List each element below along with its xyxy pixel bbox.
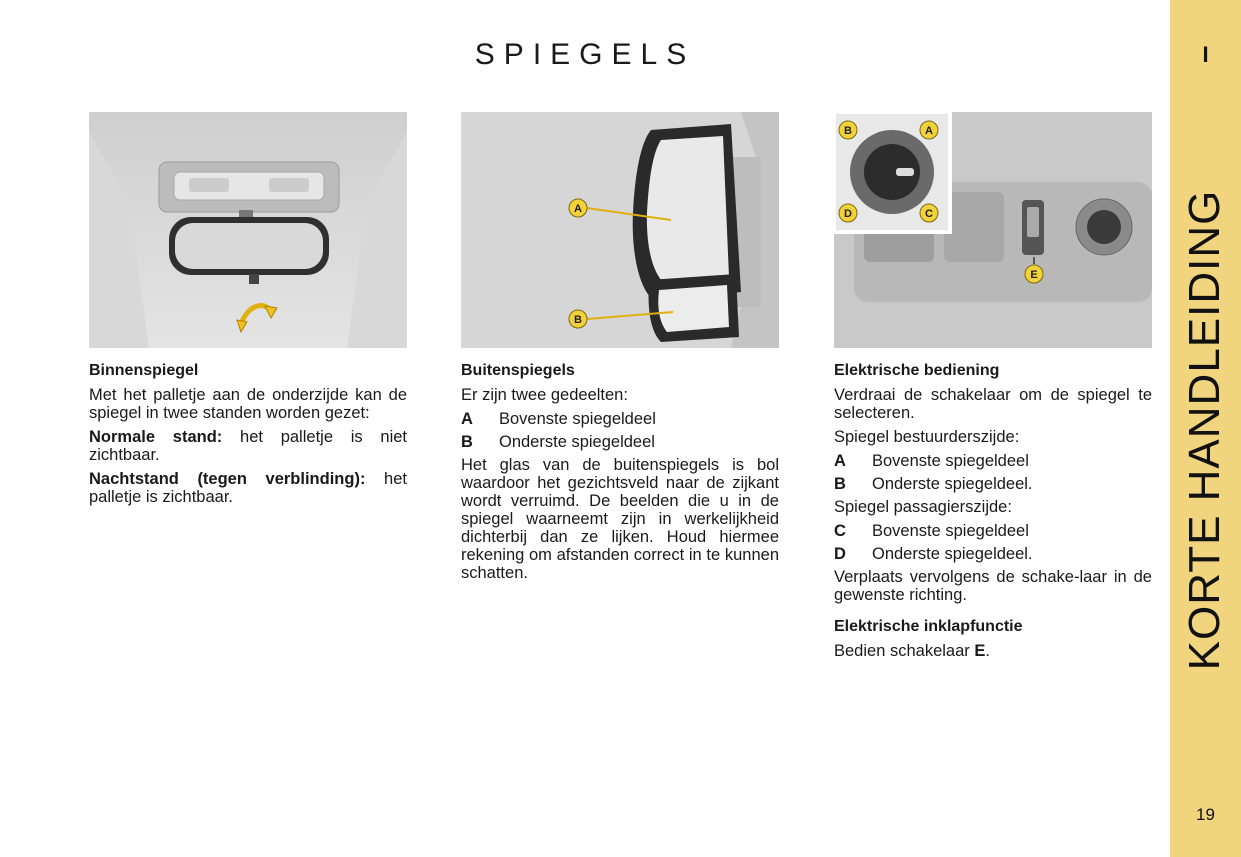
svg-text:A: A — [574, 203, 582, 215]
control-label-b — [839, 121, 857, 139]
electric-control-heading: Elektrische bediening — [834, 362, 1000, 379]
list-item: B Onderste spiegeldeel — [461, 433, 655, 451]
night-position-desc: het palletje is zichtbaar. — [89, 470, 407, 506]
list-item: A Bovenste spiegeldeel — [834, 452, 1029, 470]
folding-heading: Elektrische inklapfunctie — [834, 618, 1023, 635]
mirror-control-figure — [834, 112, 1152, 348]
normal-position-desc: het palletje is niet zichtbaar. — [89, 428, 407, 464]
exterior-mirror-intro: Er zijn twee gedeelten: — [461, 386, 628, 404]
list-item: A Bovenste spiegeldeel — [461, 410, 656, 428]
list-item: C Bovenste spiegeldeel — [834, 522, 1029, 540]
interior-mirror-heading: Binnenspiegel — [89, 362, 199, 379]
control-label-c — [920, 204, 938, 222]
normal-position-text — [89, 428, 407, 464]
page-title: SPIEGELS — [474, 38, 696, 71]
list-item: D Onderste spiegeldeel. — [834, 545, 1033, 563]
passenger-side-label: Spiegel passagierszijde: — [834, 498, 1012, 516]
exterior-mirror-body: Het glas van de buitenspiegels is bol waardoor het gezichtsveld naar de zijkant wordt verruimd. De beelden die u in de spiegel waarneemt zijn in werkelijkheid dichterbij dan ze lijken. Houd hiermee rekening om afstanden correct in te kunnen schatten. — [461, 456, 779, 582]
control-label-a — [920, 121, 938, 139]
interior-mirror-section — [89, 362, 407, 512]
control-label-d — [839, 204, 857, 222]
chapter-tab — [1170, 0, 1241, 857]
page-number: 19 — [1196, 805, 1215, 824]
interior-mirror-intro: Met het palletje aan de onderzijde kan de spiegel in twee standen worden gezet: — [89, 386, 407, 422]
svg-text:A: A — [925, 125, 933, 137]
switch-e-key: E — [974, 642, 986, 660]
night-position-text — [89, 470, 407, 506]
svg-text:B: B — [844, 125, 852, 137]
night-position-label: Nachtstand (tegen verblinding): — [89, 470, 366, 488]
exterior-mirror-section — [461, 362, 779, 588]
exterior-mirror-figure — [461, 112, 779, 348]
electric-control-section — [834, 362, 1152, 666]
svg-text:D: D — [844, 208, 852, 220]
mirror-label-a — [569, 199, 587, 217]
control-label-e — [1025, 265, 1043, 283]
interior-mirror-figure — [89, 112, 407, 348]
svg-text:C: C — [925, 208, 933, 220]
svg-text:E: E — [1030, 269, 1038, 281]
list-item: B Onderste spiegeldeel. — [834, 475, 1033, 493]
driver-side-label: Spiegel bestuurderszijde: — [834, 428, 1020, 446]
section-title: KORTE HANDLEIDING — [1180, 189, 1229, 671]
exterior-mirror-heading: Buitenspiegels — [461, 362, 575, 379]
normal-position-label: Normale stand: — [89, 428, 223, 446]
mirror-label-b — [569, 310, 587, 328]
svg-text:B: B — [574, 314, 582, 326]
move-switch-text: Verplaats vervolgens de schake-laar in de gewenste richting. — [834, 568, 1152, 604]
folding-text: Bedien schakelaar E. — [834, 642, 990, 660]
electric-control-intro: Verdraai de schakelaar om de spiegel te selecteren. — [834, 386, 1152, 422]
chapter-number: I — [1202, 42, 1209, 67]
